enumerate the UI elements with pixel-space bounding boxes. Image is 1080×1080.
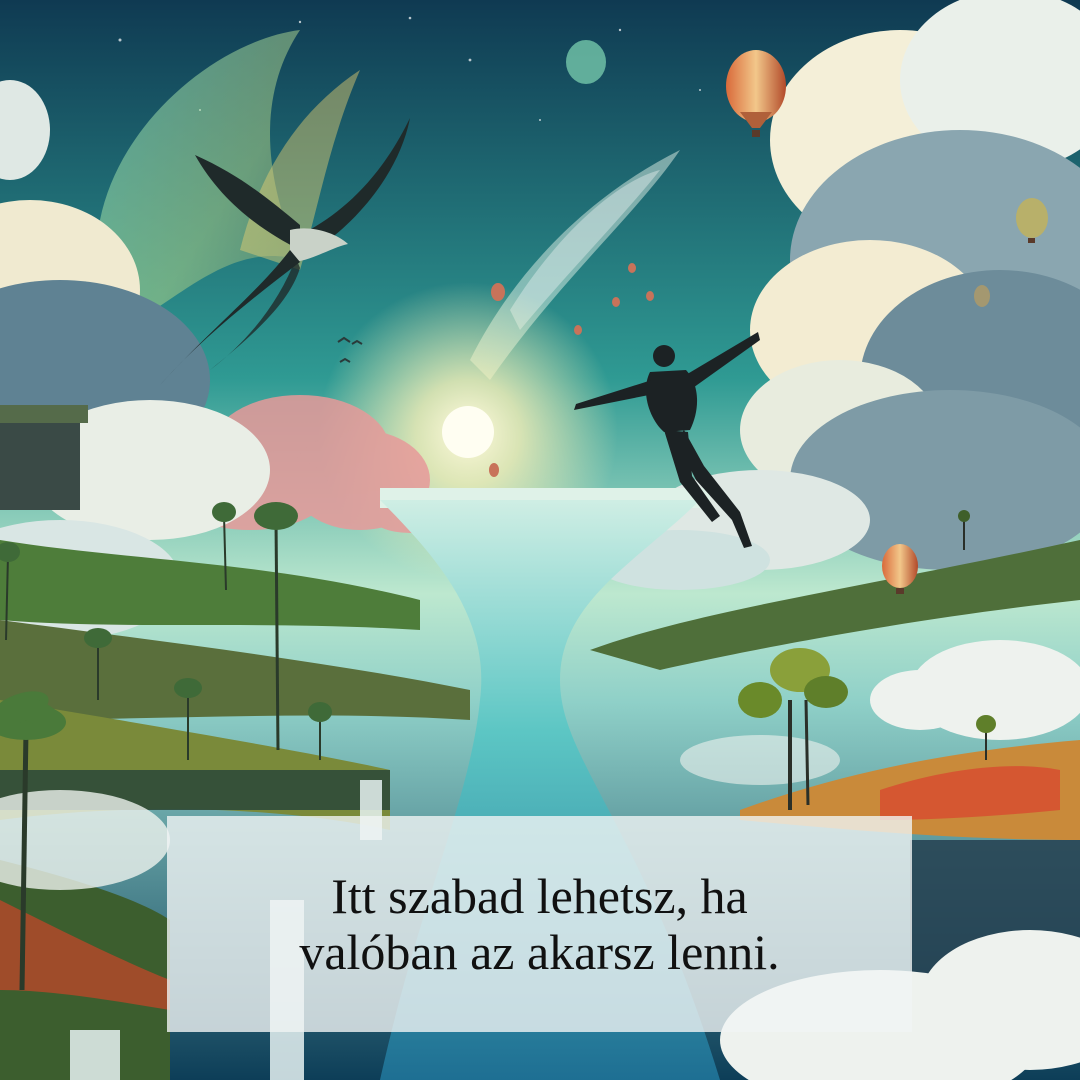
- quote-text: [299, 868, 779, 980]
- quote-line-2: valóban az akarsz lenni.: [299, 924, 780, 980]
- quote-line-1: Itt szabad lehetsz, ha: [331, 868, 748, 924]
- quote-caption-box: [167, 816, 912, 1032]
- hot-air-balloon-icon: [566, 40, 606, 84]
